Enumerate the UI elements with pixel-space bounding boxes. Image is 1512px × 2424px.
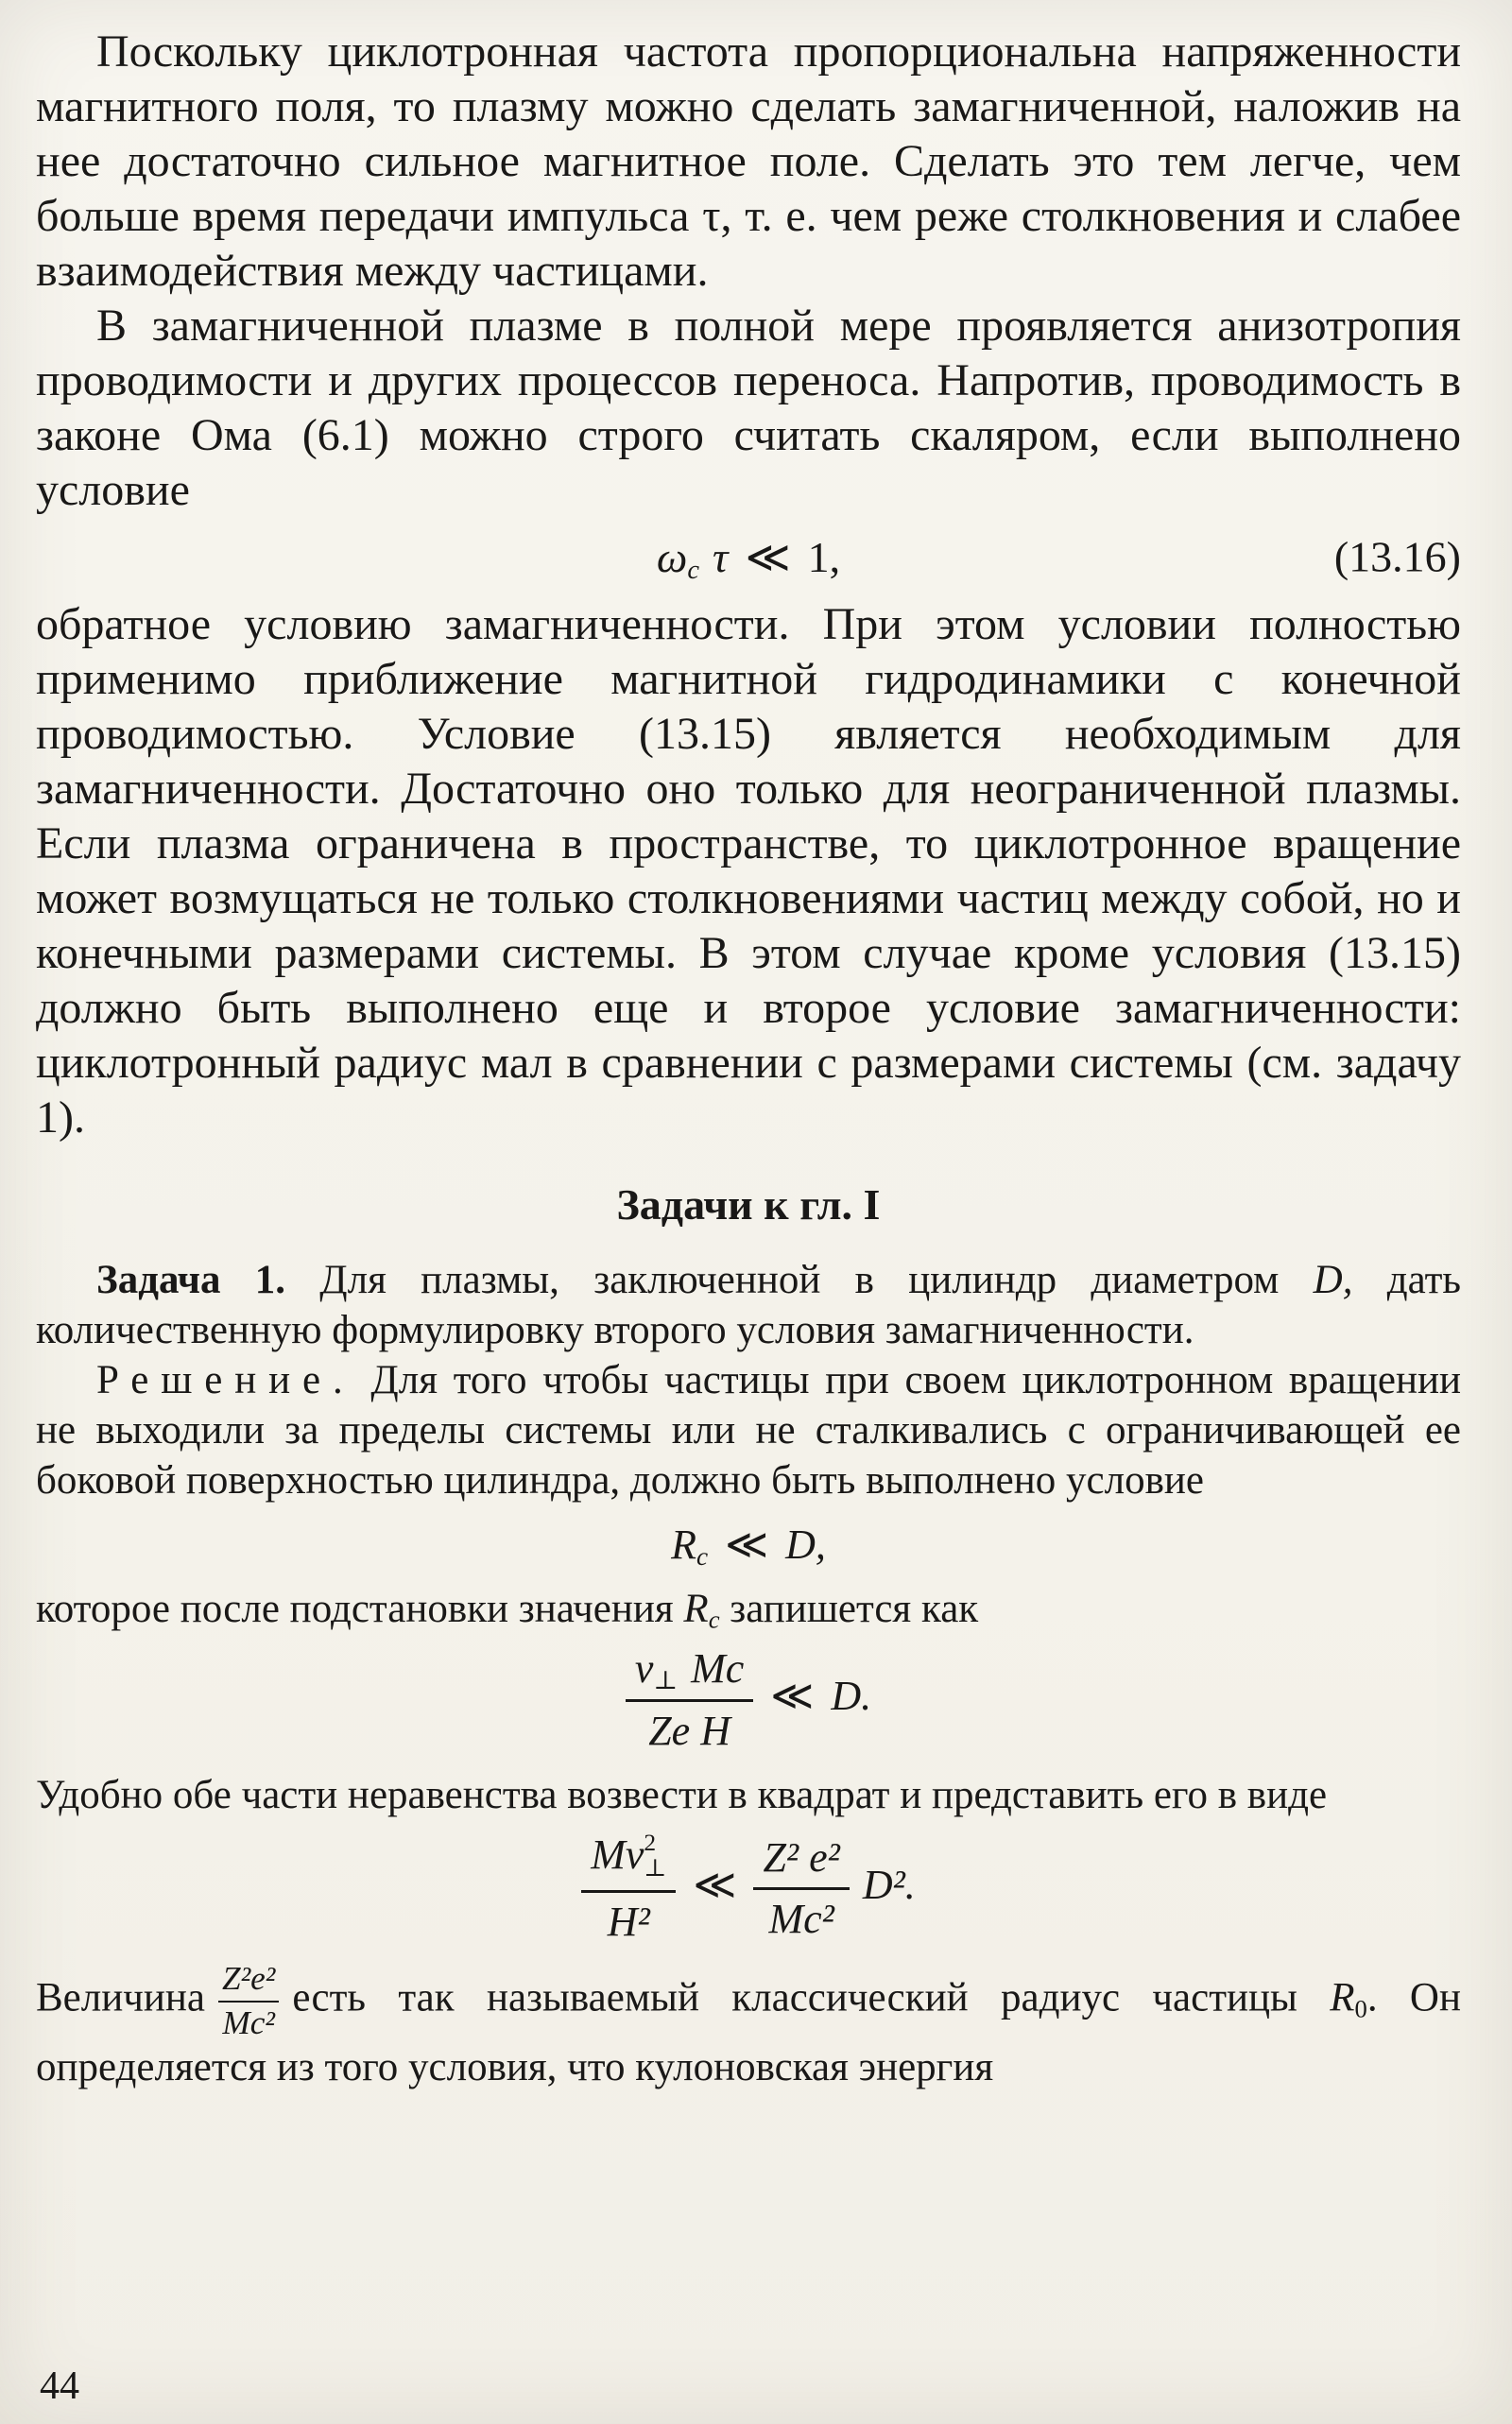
equation-rhs: D². <box>862 1861 916 1908</box>
perp-subscript: ⊥ <box>653 1665 679 1694</box>
equation-13-16 <box>36 531 1461 586</box>
fraction-numerator: Z²e² <box>221 1960 276 1998</box>
equation-rhs: D, <box>785 1521 826 1568</box>
paragraph-classical-radius <box>36 1961 1461 2092</box>
tau-symbol: τ <box>713 533 729 581</box>
much-less-than-sign: ≪ <box>725 1521 769 1568</box>
cyclotron-radius-symbol: R <box>671 1521 696 1568</box>
r0-symbol: R <box>1330 1976 1355 2021</box>
fraction-numerator <box>581 1831 676 1890</box>
paragraph-text: Величина <box>36 1976 205 2021</box>
mv-term: Mv <box>591 1831 644 1879</box>
equation-squared-condition <box>36 1831 1461 1946</box>
solution-label: Решение. <box>96 1358 355 1402</box>
velocity-symbol: v <box>634 1645 654 1692</box>
cyclotron-radius-symbol: R <box>683 1587 709 1631</box>
much-less-than-sign: ≪ <box>770 1673 815 1720</box>
task-text: Для плазмы, заключенной в цилиндр диаметром <box>285 1258 1314 1302</box>
equation-number-13-16: (13.16) <box>1333 532 1461 581</box>
solution-paragraph <box>36 1355 1461 1505</box>
paragraph-cyclotron-frequency <box>36 25 1461 299</box>
fraction-numerator: Z² e² <box>763 1833 840 1881</box>
perp-subscript: ⊥ <box>644 1854 667 1882</box>
fraction-denominator: Mc² <box>753 1887 849 1944</box>
fraction-left <box>581 1831 676 1946</box>
omega-subscript: c <box>687 556 700 586</box>
equation-larmor-radius <box>36 1645 1461 1755</box>
paragraph-magnetized-plasma <box>36 299 1461 518</box>
paragraph-square-both-sides <box>36 1770 1461 1820</box>
paragraph-text: . Он определяется из того условия, что кулоновская энергия <box>36 1976 1461 2090</box>
task-1-label: Задача 1. <box>96 1258 286 1302</box>
mc-term: Mc <box>691 1645 745 1692</box>
much-less-than-sign: ≪ <box>745 533 791 581</box>
equation-rc-much-less-d <box>36 1521 1461 1569</box>
diameter-symbol: D, <box>1313 1258 1353 1302</box>
much-less-than-sign: ≪ <box>693 1861 737 1908</box>
fraction-numerator <box>626 1645 753 1699</box>
paragraph-text: Поскольку циклотронная частота пропорциональна напряженности магнитного поля, то плазму можно сделать замагниченной, наложив на нее достаточно сильное магнитное поле. Сделать это тем легче, чем больше время передачи импульса τ, т. е. чем реже столкновения и слабее взаимодействия между частицами. <box>36 26 1461 296</box>
equation-rhs: D. <box>831 1673 872 1720</box>
fraction-denominator: Ze H <box>626 1699 753 1756</box>
task-text: дать количественную формулировку второго условия замагниченности. <box>36 1258 1462 1352</box>
task-1-paragraph <box>36 1255 1461 1355</box>
fraction <box>626 1645 753 1755</box>
paragraph-text: которое после подстановки значения <box>36 1587 684 1631</box>
sup-sub-stack <box>644 1831 666 1882</box>
equation-body <box>626 1645 871 1755</box>
equation-body <box>581 1831 916 1946</box>
paragraph-text: есть так называемый классический радиус частицы <box>292 1976 1331 2021</box>
tasks-chapter-heading: Задачи к гл. I <box>616 1180 881 1229</box>
radius-subscript: c <box>708 1605 720 1634</box>
paragraph-text: запишется как <box>719 1587 979 1631</box>
paragraph-which-after-substitution <box>36 1584 1461 1634</box>
r0-subscript: 0 <box>1354 1994 1367 2023</box>
fraction-denominator: H² <box>581 1890 676 1947</box>
superscript-2: 2 <box>644 1829 657 1857</box>
paragraph-inverse-condition <box>36 597 1461 1145</box>
fraction-right <box>753 1834 849 1944</box>
paragraph-text: Удобно обе части неравенства возвести в квадрат и представить его в виде <box>36 1773 1328 1818</box>
paragraph-text: обратное условию замагниченности. При этом условии полностью применимо приближение магнитной гидродинамики с конечной проводимостью. Условие (13.15) является необходимым для замагниченности. Достаточно оно только для неограниченной плазмы. Если плазма ограничена в пространстве, то циклотронное вращение может возмущаться не только столкновениями частиц между собой, но и конечными размерами системы. В этом случае кроме условия (13.15) должно быть выполнено еще и второе условие замагниченности: циклотронный радиус мал в сравнении с размерами системы (см. задачу 1). <box>36 599 1461 1143</box>
paragraph-text: В замагниченной плазме в полной мере проявляется анизотропия проводимости и других процессов переноса. Напротив, проводимость в законе Ома (6.1) можно строго считать скаляром, если выполнено условие <box>36 301 1461 515</box>
omega-symbol: ω <box>656 533 688 581</box>
fraction-denominator: Mc² <box>218 2001 279 2042</box>
inline-fraction-classical-radius <box>218 1961 279 2042</box>
radius-subscript: c <box>696 1541 709 1571</box>
solution-text: Для того чтобы частицы при своем циклотронном вращении не выходили за пределы системы или не сталкивались с ограничивающей ее боковой поверхностью цилиндра, должно быть выполнено условие <box>36 1358 1461 1503</box>
equation-rhs: 1, <box>807 533 841 581</box>
equation-body <box>671 1521 826 1569</box>
equation-body <box>656 531 841 586</box>
page-number: 44 <box>40 2364 79 2408</box>
